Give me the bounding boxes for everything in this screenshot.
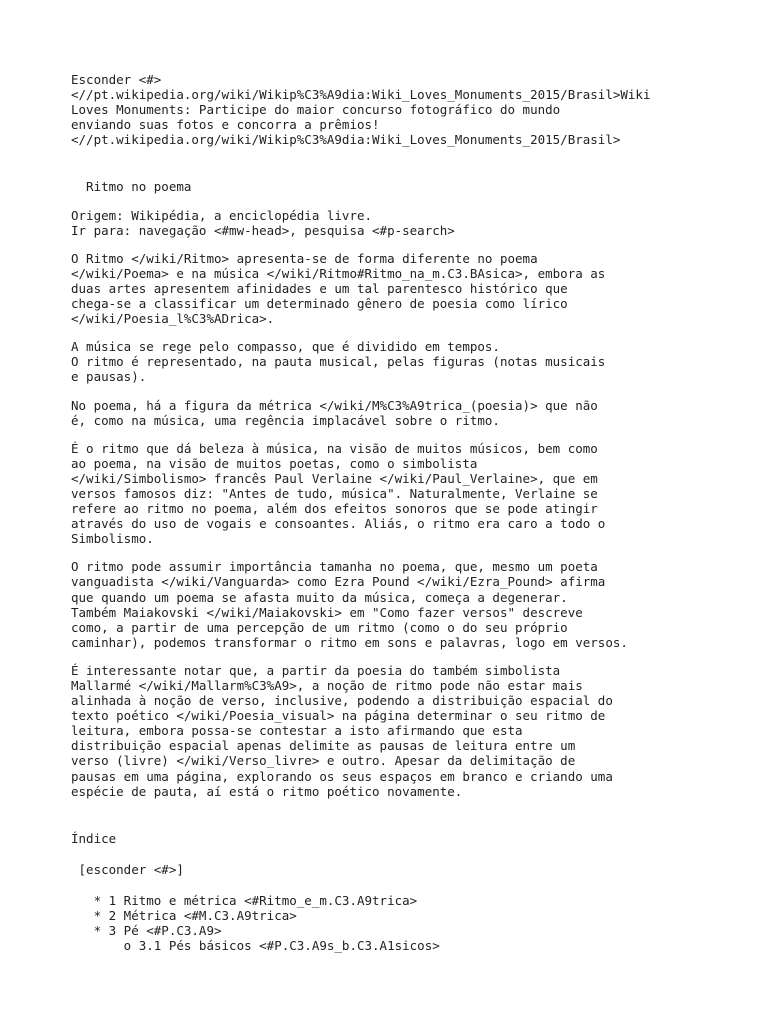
banner-link-url[interactable]: <//pt.wikipedia.org/wiki/Wikip%C3%A9dia:Wiki_Loves_Monuments_2015/Brasil>Wiki: [71, 87, 651, 103]
paragraph-line: leitura, embora possa-se contestar a isto afirmando que esta: [71, 723, 523, 739]
paragraph-line: chega-se a classificar um determinado gênero de poesia como lírico: [71, 296, 568, 312]
paragraph: [71, 663, 751, 799]
paragraph-line: Mallarmé </wiki/Mallarm%C3%A9>, a noção de ritmo pode não estar mais: [71, 678, 583, 693]
paragraph-line: versos famosos diz: "Antes de tudo, música". Naturalmente, Verlaine se: [71, 485, 598, 501]
paragraph-line: ao poema, na visão de muitos poetas, como o simbolista: [71, 455, 478, 471]
paragraph: [71, 398, 751, 428]
paragraph-line: caminhar), podemos transformar o ritmo em sons e palavras, logo em versos.: [71, 634, 628, 650]
toc-toggle-link[interactable]: [esconder <#>]: [71, 861, 184, 877]
paragraph-line: </wiki/Poesia_l%C3%ADrica>.: [71, 311, 275, 327]
paragraph: [71, 441, 751, 547]
banner-text: Loves Monuments: Participe do maior concurso fotográfico do mundo: [71, 102, 561, 118]
table-of-contents: [71, 831, 751, 954]
paragraph-line: O Ritmo </wiki/Ritmo> apresenta-se de forma diferente no poema: [71, 250, 538, 266]
paragraph-line: A música se rege pelo compasso, que é dividido em tempos.: [71, 339, 500, 355]
fundraising-banner: [71, 72, 751, 147]
article-meta: [71, 208, 751, 238]
paragraph-line: Simbolismo.: [71, 531, 154, 547]
paragraph-line: Também Maiakovski </wiki/Maiakovski> em "Como fazer versos" descreve: [71, 604, 583, 620]
paragraph-line: </wiki/Simbolismo> francês Paul Verlaine </wiki/Paul_Verlaine>, que em: [71, 470, 598, 486]
paragraph: [71, 339, 751, 384]
toc-item[interactable]: * 2 Métrica <#M.C3.A9trica>: [71, 908, 297, 924]
paragraph-line: É interessante notar que, a partir da poesia do também simbolista: [71, 662, 561, 678]
toc-item[interactable]: * 1 Ritmo e métrica <#Ritmo_e_m.C3.A9trica>: [71, 892, 418, 908]
paragraph-line: O ritmo é representado, na pauta musical, pelas figuras (notas musicais: [71, 354, 606, 370]
paragraph-line: vanguadista </wiki/Vanguarda> como Ezra Pound </wiki/Ezra_Pound> afirma: [71, 574, 606, 590]
paragraph-line: refere ao ritmo no poema, além dos efeitos sonoros que se pode atingir: [71, 501, 598, 517]
banner-link-url[interactable]: <//pt.wikipedia.org/wiki/Wikip%C3%A9dia:Wiki_Loves_Monuments_2015/Brasil>: [71, 132, 621, 148]
paragraph-line: alinhada à noção de verso, inclusive, podendo a distribuição espacial do: [71, 693, 613, 709]
paragraph-line: texto poético </wiki/Poesia_visual> na página determinar o seu ritmo de: [71, 708, 606, 724]
toc-subitem[interactable]: o 3.1 Pés básicos <#P.C3.A9s_b.C3.A1sicos>: [71, 938, 440, 954]
paragraph-line: É o ritmo que dá beleza à música, na visão de muitos músicos, bem como: [71, 440, 598, 456]
paragraph-line: é, como na música, uma regência implacável sobre o ritmo.: [71, 412, 500, 428]
paragraph-line: espécie de pauta, aí está o ritmo poético novamente.: [71, 783, 463, 799]
paragraph-line: distribuição espacial apenas delimite as pausas de leitura entre um: [71, 738, 576, 754]
paragraph-line: No poema, há a figura da métrica </wiki/M%C3%A9trica_(poesia)> que não: [71, 397, 598, 413]
paragraph-line: através do uso de vogais e consoantes. Aliás, o ritmo era caro a todo o: [71, 516, 606, 532]
page-title: Ritmo no poema: [71, 179, 192, 195]
toc-heading: Índice: [71, 830, 117, 846]
document-body: [71, 72, 751, 953]
banner-text: enviando suas fotos e concorra a prêmios!: [71, 117, 380, 133]
paragraph-line: como, a partir de uma percepção de um ritmo (como o do seu próprio: [71, 619, 568, 635]
paragraph-line: pausas em uma página, explorando os seus espaços em branco e criando uma: [71, 768, 613, 784]
paragraph-line: que quando um poema se afasta muito da música, começa a degenerar.: [71, 589, 568, 605]
paragraph-line: verso (livre) </wiki/Verso_livre> e outro. Apesar da delimitação de: [71, 753, 576, 769]
paragraph-line: duas artes apresentem afinidades e um tal parentesco histórico que: [71, 280, 568, 296]
toc-item[interactable]: * 3 Pé <#P.C3.A9>: [71, 923, 222, 939]
paragraph-line: O ritmo pode assumir importância tamanha no poema, que, mesmo um poeta: [71, 559, 598, 575]
jump-links[interactable]: Ir para: navegação <#mw-head>, pesquisa <#p-search>: [71, 222, 455, 238]
paragraph: [71, 251, 751, 326]
source-note: Origem: Wikipédia, a enciclopédia livre.: [71, 207, 373, 223]
paragraph: [71, 559, 751, 650]
paragraph-line: </wiki/Poema> e na música </wiki/Ritmo#Ritmo_na_m.C3.BAsica>, embora as: [71, 265, 606, 281]
paragraph-line: e pausas).: [71, 369, 147, 385]
hide-banner-link[interactable]: Esconder <#>: [71, 72, 162, 87]
